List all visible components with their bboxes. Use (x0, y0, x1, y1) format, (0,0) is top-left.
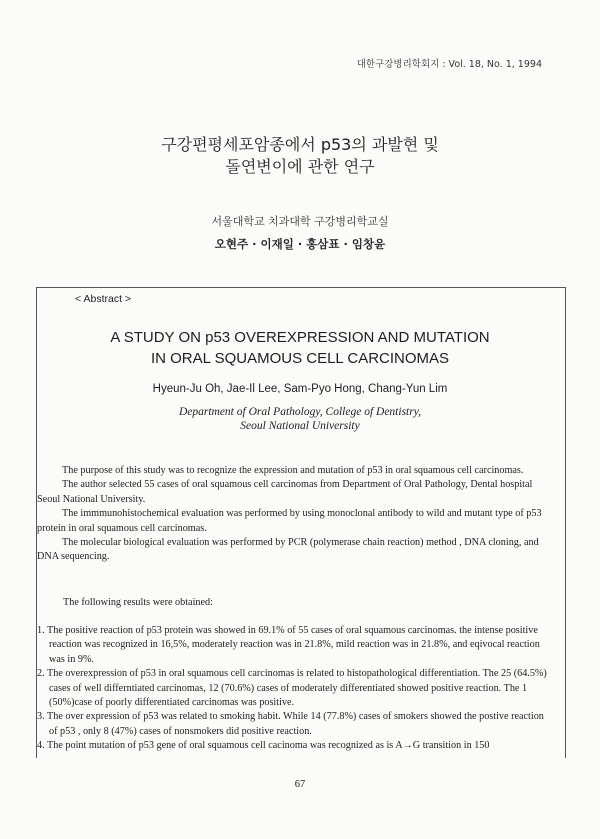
korean-title-line-2: 돌연변이에 관한 연구 (225, 157, 375, 176)
result-item: 4. The point mutation of p53 gene of oral squamous cell cacinoma was recognized as is A→G transition in 150 (37, 740, 490, 752)
english-affiliation (0, 405, 600, 433)
abstract-paragraph: The author selected 55 cases of oral squamous cell carcinomas from Department of Oral Pathology, Dental hospital Seoul National University. (37, 479, 533, 505)
english-title-line-1: A STUDY ON p53 OVEREXPRESSION AND MUTATION (110, 329, 490, 346)
journal-header: 대한구강병리학회지 : Vol. 18, No. 1, 1994 (356, 59, 542, 70)
abstract-label: < Abstract > (75, 293, 132, 305)
english-title-line-2: IN ORAL SQUAMOUS CELL CARCINOMAS (150, 350, 450, 367)
korean-title-line-1: 구강편평세포암종에서 p53의 과발현 및 (161, 135, 439, 154)
english-authors: Hyeun-Ju Oh, Jae-Il Lee, Sam-Pyo Hong, Chang-Yun Lim (152, 383, 448, 395)
result-item: 3. The over expression of p53 was related to smoking habit. While 14 (77.8%) cases of smokers showed the postive reaction of p53 , only 8 (47%) cases of nonsmokers did positive reaction. (37, 711, 544, 737)
abstract-paragraph: The immmunohistochemical evaluation was performed by using monoclonal antibody to wild and mutant type of p53 protein in oral squamous cell carcinomas. (37, 508, 542, 534)
english-title (0, 327, 600, 369)
korean-title (0, 134, 600, 178)
korean-authors: 오현주 · 이재일 · 홍삼표 · 임창윤 (214, 237, 386, 251)
abstract-body (37, 464, 545, 565)
results-intro: The following results were obtained: (63, 597, 213, 608)
page-number: 67 (294, 779, 306, 790)
abstract-paragraph: The molecular biological evaluation was performed by PCR (polymerase chain reaction) method , DNA cloning, and DNA sequencing. (37, 537, 539, 563)
english-affiliation-line-1: Department of Oral Pathology, College of Dentistry, (178, 406, 422, 418)
korean-affiliation: 서울대학교 치과대학 구강병리학교실 (211, 215, 389, 228)
results-list (37, 624, 547, 754)
result-item: 2. The overexpression of p53 in oral squamous cell carcinomas is related to histopathological differentiation. The 25 (64.5%) cases of well differntiated carcinomas, 12 (70.6%) cases of moderately differentiated showed positive reaction. The 1 (50%)case of poorly differentiated carcinomas was positive. (37, 668, 547, 709)
english-affiliation-line-2: Seoul National University (240, 420, 360, 432)
result-item: 1. The positive reaction of p53 protein was showed in 69.1% of 55 cases of oral squamous carcinomas. the intense positive reaction was recognized in 16,5%, moderately reaction was in 21.8%, mild reaction was in 21.8%, and eqivocal reaction was in 9%. (37, 625, 540, 665)
abstract-paragraph: The purpose of this study was to recognize the expression and mutation of p53 in oral squamous cell carcinomas. (62, 465, 524, 476)
